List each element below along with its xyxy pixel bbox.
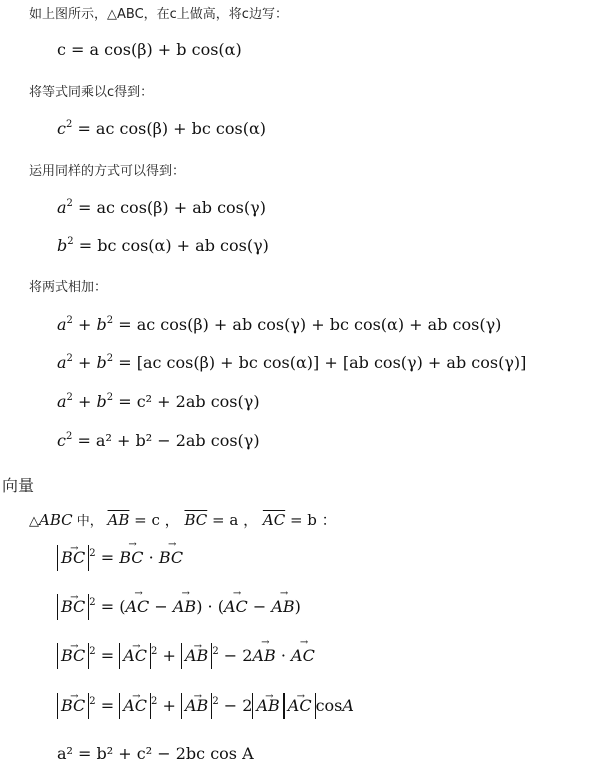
vector-intro: △ABC 中， $\overline{AB} = c$ ， $\overline{BC} = a$ ， $\overline{AC} = b$ ：	[29, 511, 337, 529]
text-intro: 如上图所示，△ABC，在c上做高，将c边写：	[29, 7, 288, 22]
equation-8: $c^2 = a^2 + b^2 - 2ab$ cos(γ)	[57, 431, 260, 450]
vector-equation-4: → BC $^2$ = → AC $^2$ + → AB $^2$ − 2 → AB → AC cosA	[57, 693, 354, 719]
vector-equation-2: → BC $^2$ = (→ AC − → AB) · (→ AC − → AB)	[57, 594, 301, 620]
text-multiply: 将等式同乘以c得到：	[29, 85, 154, 100]
equation-4: $b^2$ = bc cos(α) + ab cos(γ)	[57, 236, 269, 255]
equation-1: c = a cos(β) + b cos(α)	[57, 40, 242, 59]
section-heading-vector: 向量	[2, 476, 35, 495]
vector-equation-final: a² = b² + c² − 2bc cos A	[57, 744, 254, 763]
equation-7: $a^2 + b^2 = c^2 + 2ab$ cos(γ)	[57, 392, 260, 411]
equation-6: $a^2 + b^2 = [ac$ cos(β) + bc cos(α)] + [ab cos(γ) + ab cos(γ)]	[57, 353, 527, 372]
equation-3: $a^2$ = ac cos(β) + ab cos(γ)	[57, 198, 266, 217]
text-add: 将两式相加：	[29, 280, 108, 295]
equation-2: $c^2$ = ac cos(β) + bc cos(α)	[57, 119, 267, 138]
vector-equation-1: → BC $^2$ = → BC · → BC	[57, 545, 183, 571]
text-similar: 运用同样的方式可以得到：	[29, 164, 186, 179]
vector-equation-3: → BC $^2$ = → AC $^2$ + → AB $^2$ − 2→ AB · → AC	[57, 643, 315, 669]
equation-5: $a^2 + b^2$ = ac cos(β) + ab cos(γ) + bc cos(α) + ab cos(γ)	[57, 315, 502, 334]
